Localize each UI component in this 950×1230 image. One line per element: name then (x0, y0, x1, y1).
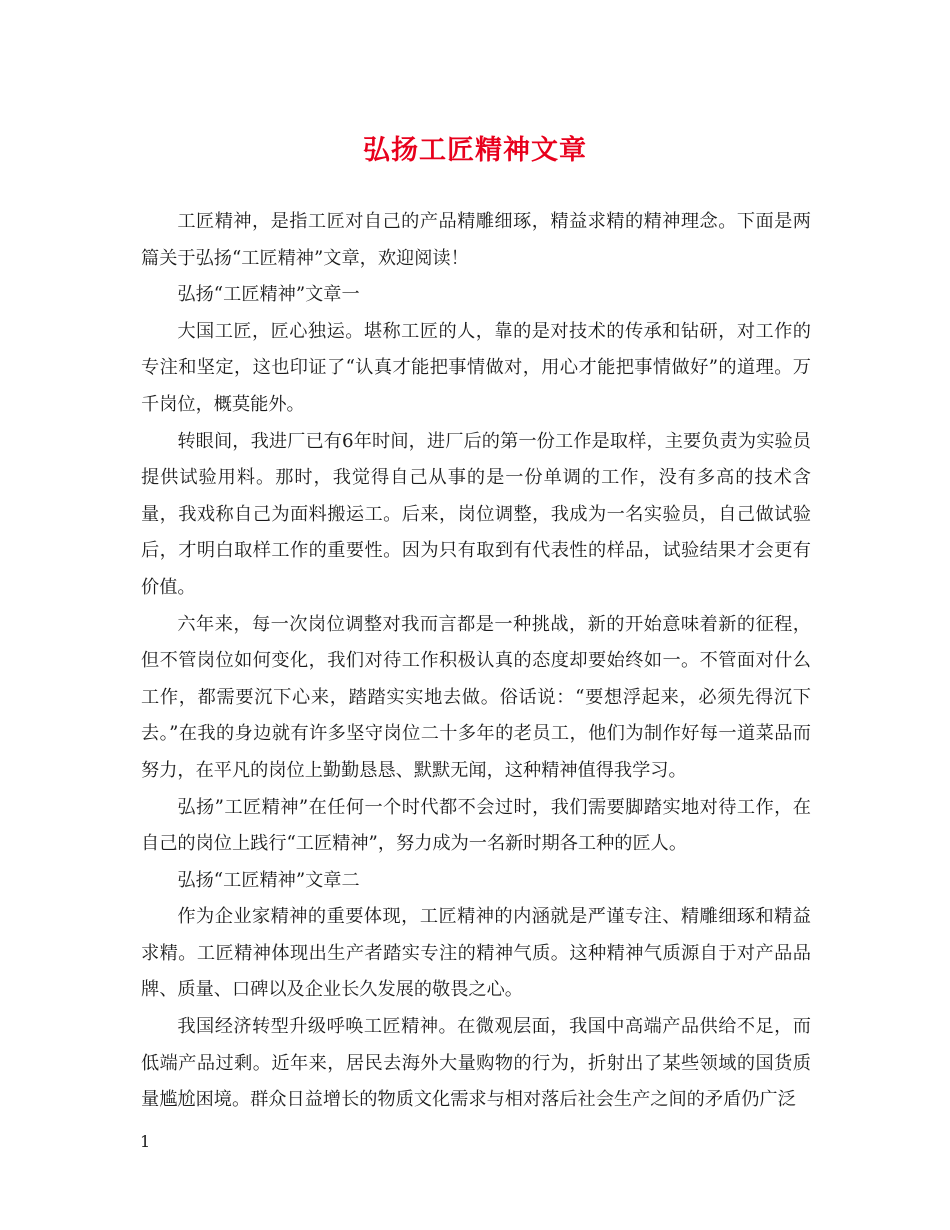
page-number: 1 (140, 1132, 151, 1151)
body-paragraph: 弘扬”工匠精神”在任何一个时代都不会过时，我们需要脚踏实地对待工作，在自己的岗位上践行“工匠精神”，努力成为一名新时期各工种的匠人。 (141, 796, 811, 855)
article-two-heading: 弘扬“工匠精神”文章二 (177, 869, 360, 891)
body-paragraph: 大国工匠，匠心独运。堪称工匠的人，靠的是对技术的传承和钻研，对工作的专注和坚定，这也印证了“认真才能把事情做对，用心才能把事情做好”的道理。万千岗位，概莫能外。 (141, 320, 811, 415)
document-body (141, 204, 811, 1119)
body-paragraph: 作为企业家精神的重要体现，工匠精神的内涵就是严谨专注、精雕细琢和精益求精。工匠精神体现出生产者踏实专注的精神气质。这种精神气质源自于对产品品牌、质量、口碑以及企业长久发展的敬畏之心。 (141, 906, 811, 1001)
article-one-heading: 弘扬“工匠精神”文章一 (177, 284, 360, 306)
intro-paragraph: 工匠精神，是指工匠对自己的产品精雕细琢，精益求精的精神理念。下面是两篇关于弘扬“工匠精神”文章，欢迎阅读！ (141, 211, 811, 269)
body-paragraph: 我国经济转型升级呼唤工匠精神。在微观层面，我国中高端产品供给不足，而低端产品过剩。近年来，居民去海外大量购物的行为，折射出了某些领域的国货质量尴尬困境。群众日益增长的物质文化需求与相对落后社会生产之间的矛盾仍广泛 (141, 1016, 811, 1111)
body-paragraph: 转眼间，我进厂已有6年时间，进厂后的第一份工作是取样，主要负责为实验员提供试验用料。那时，我觉得自己从事的是一份单调的工作，没有多高的技术含量，我戏称自己为面料搬运工。后来，岗位调整，我成为一名实验员，自己做试验后，才明白取样工作的重要性。因为只有取到有代表性的样品，试验结果才会更有价值。 (141, 430, 811, 598)
body-paragraph: 六年来，每一次岗位调整对我而言都是一种挑战，新的开始意味着新的征程，但不管岗位如何变化，我们对待工作积极认真的态度却要始终如一。不管面对什么工作，都需要沉下心来，踏踏实实地去做。俗话说：“要想浮起来，必须先得沉下去。”在我的身边就有许多坚守岗位二十多年的老员工，他们为制作好每一道菜品而努力，在平凡的岗位上勤勤恳恳、默默无闻，这种精神值得我学习。 (141, 613, 811, 781)
document-title: 弘扬工匠精神文章 (363, 135, 587, 166)
